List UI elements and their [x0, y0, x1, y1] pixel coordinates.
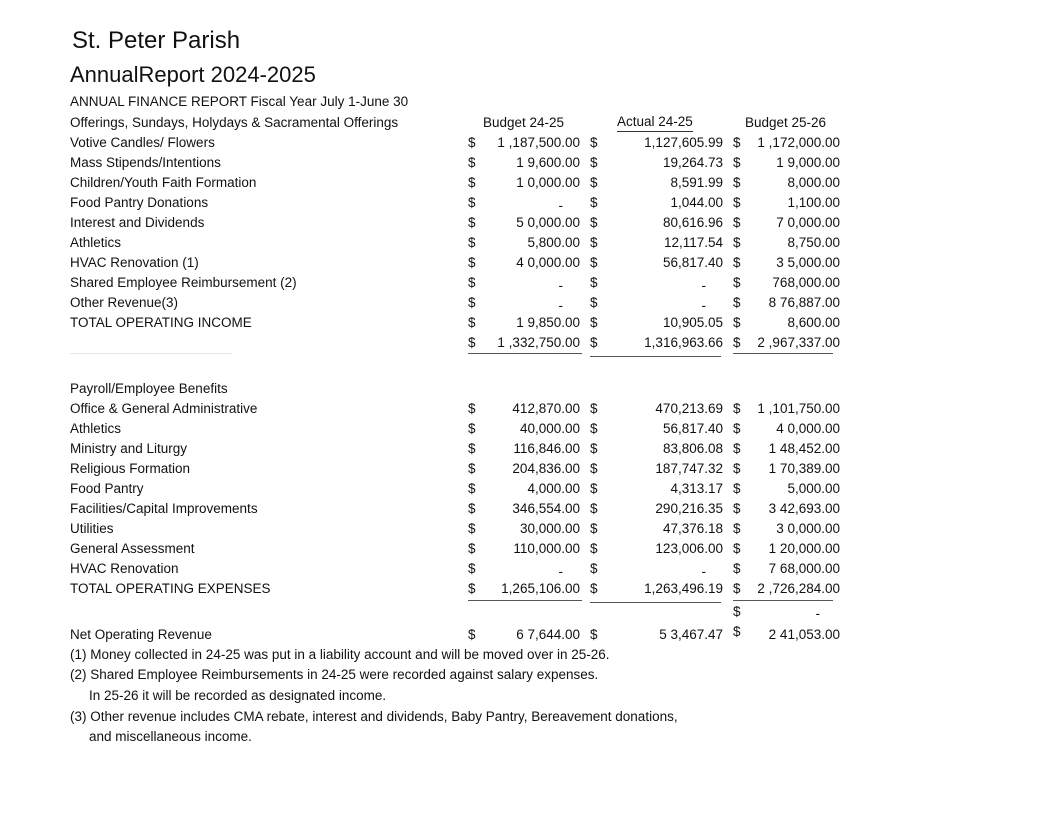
next-value: 7 0,000.00: [776, 215, 840, 230]
next-value: 2 ,726,284.00: [757, 581, 840, 596]
income-row: [0, 153, 1056, 173]
next-value: 8,750.00: [787, 235, 840, 250]
next-currency: $: [733, 541, 741, 556]
next-currency: $: [733, 421, 741, 436]
expense-row: [0, 419, 1056, 439]
budget-currency: $: [468, 441, 476, 456]
next-currency: $: [733, 481, 741, 496]
income-label: Shared Employee Reimbursement (2): [70, 275, 297, 290]
actual-currency: $: [590, 521, 598, 536]
net-budget-value: 6 7,644.00: [516, 627, 580, 642]
actual-value: 12,117.54: [663, 235, 723, 250]
next-value: -: [815, 606, 820, 621]
next-currency: $: [733, 235, 741, 250]
next-currency: $: [733, 335, 741, 350]
next-currency: $: [733, 255, 741, 270]
expense-row: [0, 399, 1056, 419]
next-value: 4 0,000.00: [776, 421, 840, 436]
expenses-heading: Payroll/Employee Benefits: [70, 381, 228, 396]
next-currency: $: [733, 275, 741, 290]
actual-value: 1,263,496.19: [644, 581, 723, 596]
next-currency: $: [733, 315, 741, 330]
net-next-value: 2 41,053.00: [768, 627, 840, 642]
budget-currency: $: [468, 501, 476, 516]
next-currency: $: [733, 135, 741, 150]
actual-value: 123,006.00: [655, 541, 723, 556]
budget-currency: $: [468, 421, 476, 436]
actual-value: 470,213.69: [655, 401, 723, 416]
expense-row: [0, 499, 1056, 519]
actual-value: 187,747.32: [655, 461, 723, 476]
actual-currency: $: [590, 581, 598, 596]
income-row: [0, 233, 1056, 253]
actual-value: -: [701, 298, 706, 313]
next-value: 1 20,000.00: [768, 541, 840, 556]
footnote-1: (1) Money collected in 24-25 was put in a liability account and will be moved over in 25-26.: [70, 647, 610, 662]
budget-value: -: [558, 198, 563, 213]
footnote-2: (2) Shared Employee Reimbursements in 24-25 were recorded against salary expenses.: [70, 667, 599, 682]
budget-value: 1 ,187,500.00: [497, 135, 580, 150]
actual-currency: $: [590, 481, 598, 496]
actual-value: 1,127,605.99: [644, 135, 723, 150]
expense-row: [0, 439, 1056, 459]
actual-currency: $: [590, 421, 598, 436]
next-value: 1 ,172,000.00: [757, 135, 840, 150]
expense-label: Athletics: [70, 421, 122, 436]
next-value: 3 0,000.00: [776, 521, 840, 536]
expense-row: [0, 479, 1056, 499]
expense-row: [0, 539, 1056, 559]
income-row: [0, 173, 1056, 193]
budget-currency: $: [468, 541, 476, 556]
actual-total-rule: [590, 356, 721, 357]
budget-currency: $: [468, 335, 476, 350]
next-value: 5,000.00: [787, 481, 840, 496]
actual-value: 8,591.99: [670, 175, 723, 190]
budget-value: 30,000.00: [519, 521, 580, 536]
report-title: AnnualReport 2024-2025: [70, 62, 316, 87]
income-row: [0, 193, 1056, 213]
next-value: 1 9,000.00: [776, 155, 840, 170]
actual-currency: $: [590, 401, 598, 416]
income-label: Athletics: [70, 235, 122, 250]
next-currency: $: [733, 295, 741, 310]
actual-value: 80,616.96: [662, 215, 723, 230]
budget-currency: $: [468, 175, 476, 190]
expense-label: Facilities/Capital Improvements: [70, 501, 258, 516]
budget-value: 412,870.00: [512, 401, 580, 416]
next-value: 1 ,101,750.00: [757, 401, 840, 416]
next-value: 8,600.00: [787, 315, 840, 330]
budget-value: 110,000.00: [513, 541, 580, 556]
budget-value: 1 ,332,750.00: [497, 335, 580, 350]
parish-name: St. Peter Parish: [72, 27, 241, 54]
actual-value: 56,817.40: [662, 421, 723, 436]
income-label: Mass Stipends/Intentions: [70, 155, 221, 170]
next-currency: $: [733, 461, 741, 476]
next-total-rule: [733, 353, 833, 354]
budget-currency: $: [468, 195, 476, 210]
income-row: [0, 273, 1056, 293]
actual-value: 47,376.18: [662, 521, 723, 536]
next-value: 8,000.00: [787, 175, 840, 190]
actual-currency: $: [590, 627, 598, 642]
footnote-2-continued: In 25-26 it will be recorded as designated income.: [89, 688, 387, 703]
budget-value: 5 0,000.00: [516, 215, 580, 230]
next-currency: $: [733, 175, 741, 190]
income-label: TOTAL OPERATING INCOME: [70, 315, 252, 330]
next-value: 1 70,389.00: [768, 461, 840, 476]
budget-value: 1,265,106.00: [501, 581, 580, 596]
expense-budget-rule: [468, 600, 582, 601]
next-value: 768,000.00: [772, 275, 840, 290]
actual-currency: $: [590, 501, 598, 516]
actual-value: -: [701, 278, 706, 293]
actual-value: 1,316,963.66: [644, 335, 723, 350]
actual-value: 19,264.73: [662, 155, 723, 170]
budget-currency: $: [468, 135, 476, 150]
actual-currency: $: [590, 461, 598, 476]
expense-label: Ministry and Liturgy: [70, 441, 188, 456]
blank-row: [0, 602, 1056, 622]
income-label: Interest and Dividends: [70, 215, 205, 230]
actual-currency: $: [590, 195, 598, 210]
actual-currency: $: [590, 315, 598, 330]
category-heading: Offerings, Sundays, Holydays & Sacramental Offerings: [70, 115, 399, 130]
budget-currency: $: [468, 295, 476, 310]
budget-currency: $: [468, 155, 476, 170]
income-row: [0, 313, 1056, 333]
next-currency: $: [733, 401, 741, 416]
expense-next-rule: [733, 600, 833, 601]
actual-value: 10,905.05: [662, 315, 723, 330]
next-currency: $: [733, 561, 741, 576]
income-label: Other Revenue(3): [70, 295, 179, 310]
income-label: Votive Candles/ Flowers: [70, 135, 215, 150]
next-currency: $: [733, 215, 741, 230]
actual-currency: $: [590, 541, 598, 556]
budget-currency: $: [468, 627, 476, 642]
budget-value: 204,836.00: [512, 461, 580, 476]
budget-value: 116,846.00: [513, 441, 580, 456]
budget-currency: $: [468, 401, 476, 416]
next-currency: $: [733, 195, 741, 210]
actual-currency: $: [590, 155, 598, 170]
budget-2526-heading: Budget 25-26: [745, 115, 827, 130]
actual-currency: $: [590, 275, 598, 290]
expense-row: [0, 559, 1056, 579]
footnote-3-continued: and miscellaneous income.: [89, 729, 252, 744]
budget-currency: $: [468, 461, 476, 476]
next-value: 3 42,693.00: [768, 501, 840, 516]
income-row: [0, 213, 1056, 233]
budget-value: 4,000.00: [527, 481, 580, 496]
actual-value: 1,044.00: [670, 195, 723, 210]
budget-value: 1 0,000.00: [516, 175, 580, 190]
actual-value: 56,817.40: [662, 255, 723, 270]
net-row: [0, 625, 1056, 645]
actual-currency: $: [590, 135, 598, 150]
actual-value: -: [701, 564, 706, 579]
actual-value: 83,806.08: [662, 441, 723, 456]
report-subtitle: ANNUAL FINANCE REPORT Fiscal Year July 1-June 30: [70, 94, 409, 109]
actual-currency: $: [590, 255, 598, 270]
budget-currency: $: [468, 235, 476, 250]
expense-label: Utilities: [70, 521, 114, 536]
budget-value: 5,800.00: [527, 235, 580, 250]
budget-value: 40,000.00: [519, 421, 580, 436]
actual-value: 4,313.17: [670, 481, 723, 496]
next-currency: $: [733, 155, 741, 170]
budget-value: -: [558, 298, 563, 313]
next-value: 7 68,000.00: [768, 561, 840, 576]
next-value: 8 76,887.00: [768, 295, 840, 310]
next-value: 3 5,000.00: [776, 255, 840, 270]
next-value: 1,100.00: [787, 195, 840, 210]
income-label: Food Pantry Donations: [70, 195, 209, 210]
budget-currency: $: [468, 521, 476, 536]
expense-label: Food Pantry: [70, 481, 144, 496]
column-header-row: [0, 113, 1056, 133]
next-value: 1 48,452.00: [768, 441, 840, 456]
actual-currency: $: [590, 335, 598, 350]
expense-label: General Assessment: [70, 541, 195, 556]
budget-currency: $: [468, 275, 476, 290]
budget-2425-heading: Budget 24-25: [483, 115, 565, 130]
separator: [70, 353, 232, 354]
budget-value: -: [558, 564, 563, 579]
budget-currency: $: [468, 561, 476, 576]
actual-currency: $: [590, 561, 598, 576]
expenses-heading-row: [0, 379, 1056, 399]
budget-value: 1 9,850.00: [516, 315, 580, 330]
actual-currency: $: [590, 441, 598, 456]
expense-row: [0, 519, 1056, 539]
next-currency: $: [733, 581, 741, 596]
expense-label: HVAC Renovation: [70, 561, 179, 576]
budget-currency: $: [468, 315, 476, 330]
budget-value: -: [558, 278, 563, 293]
actual-currency: $: [590, 235, 598, 250]
income-row: [0, 293, 1056, 313]
budget-currency: $: [468, 215, 476, 230]
budget-value: 4 0,000.00: [516, 255, 580, 270]
budget-currency: $: [468, 255, 476, 270]
budget-currency: $: [468, 581, 476, 596]
expense-row: [0, 459, 1056, 479]
footnote-3: (3) Other revenue includes CMA rebate, interest and dividends, Baby Pantry, Bereavement donations,: [70, 709, 678, 724]
expense-label: TOTAL OPERATING EXPENSES: [70, 581, 271, 596]
net-actual-value: 5 3,467.47: [659, 627, 723, 642]
income-row: [0, 133, 1056, 153]
income-row: [0, 333, 1056, 353]
income-row: [0, 253, 1056, 273]
next-value: 2 ,967,337.00: [757, 335, 840, 350]
income-label: HVAC Renovation (1): [70, 255, 199, 270]
next-currency: $: [733, 501, 741, 516]
actual-currency: $: [590, 295, 598, 310]
actual-currency: $: [590, 175, 598, 190]
actual-currency: $: [590, 215, 598, 230]
expense-label: Office & General Administrative: [70, 401, 258, 416]
next-currency: $: [733, 521, 741, 536]
expense-row: [0, 579, 1056, 599]
actual-2425-heading: Actual 24-25: [617, 113, 693, 132]
budget-value: 1 9,600.00: [516, 155, 580, 170]
income-label: Children/Youth Faith Formation: [70, 175, 257, 190]
expense-label: Religious Formation: [70, 461, 191, 476]
currency-sign: $: [733, 604, 741, 619]
budget-currency: $: [468, 481, 476, 496]
budget-value: 346,554.00: [512, 501, 580, 516]
actual-value: 290,216.35: [655, 501, 723, 516]
net-label: Net Operating Revenue: [70, 627, 212, 642]
next-currency: $: [733, 441, 741, 456]
next-currency: $: [733, 624, 741, 639]
budget-total-rule: [468, 353, 582, 354]
